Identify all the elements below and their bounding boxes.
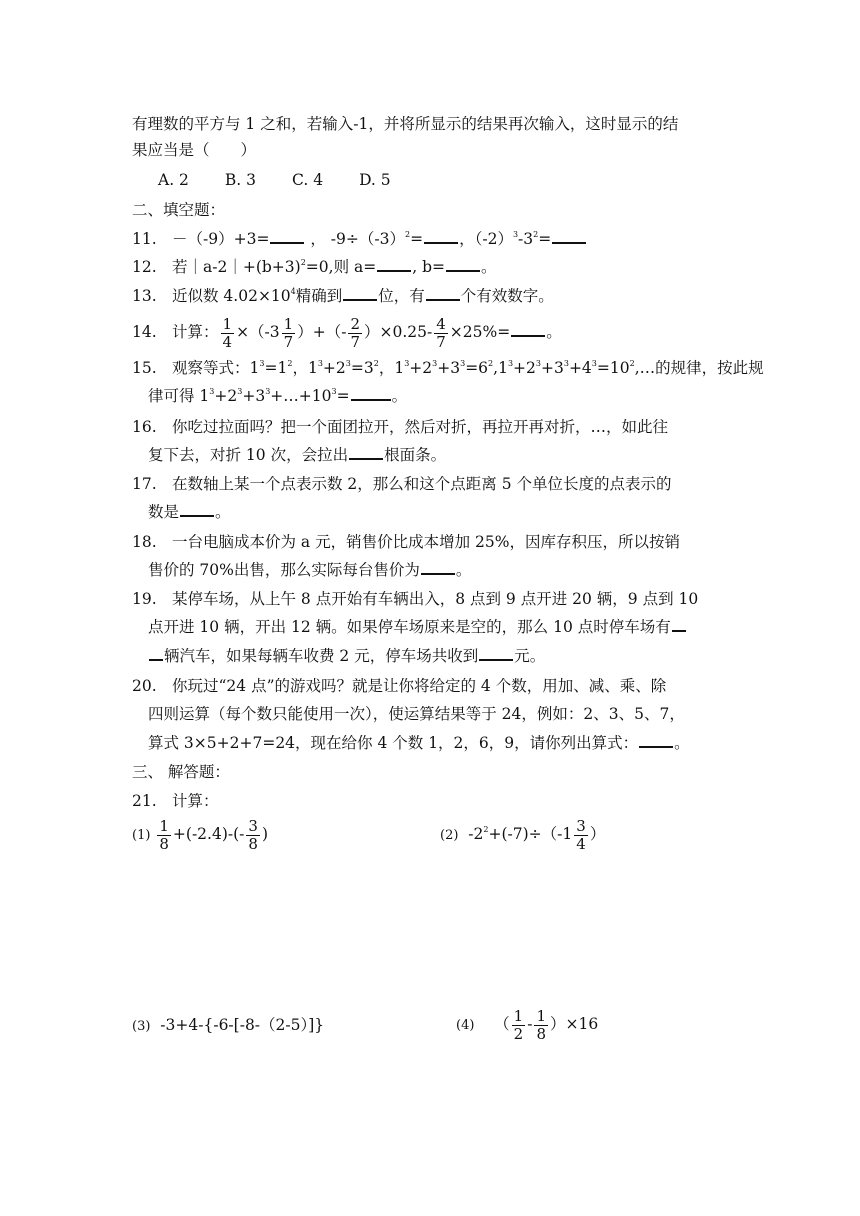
q14-text-2: ）+（-: [297, 323, 347, 341]
question-20-line2: 四则运算（每个数只能使用一次），使运算结果等于 24，例如：2、3、5、7，: [148, 705, 685, 723]
exponent: 3: [331, 387, 337, 396]
problem-1: [132, 814, 268, 856]
q14-text-5: 。: [546, 323, 562, 341]
exponent: 4: [290, 287, 296, 296]
q20-text: 你玩过“24 点”的游戏吗？就是让你将给定的 4 个数，用加、减、乘、除: [172, 677, 667, 695]
denominator: 4: [576, 834, 586, 853]
denominator: 8: [159, 834, 169, 853]
answer-blank: [377, 256, 411, 272]
question-17-line2: [148, 501, 231, 523]
q17-text: 。: [215, 503, 231, 521]
denominator: 4: [222, 332, 233, 351]
question-number: 19.: [132, 590, 157, 608]
p2-text: -2: [468, 825, 484, 843]
fraction: [246, 818, 260, 853]
exponent: 3: [265, 387, 271, 396]
numerator: 1: [536, 1006, 546, 1025]
question-number: 16.: [132, 418, 157, 436]
question-15-line2: [148, 385, 407, 407]
exponent: 2: [533, 230, 539, 239]
question-13: [132, 285, 554, 307]
fraction: [221, 316, 235, 351]
question-11: [132, 228, 587, 250]
answer-blank: [270, 228, 304, 244]
answer-blank: [351, 385, 391, 401]
exponent: 3: [460, 359, 466, 368]
exponent: 3: [259, 359, 265, 368]
question-number: 17.: [132, 475, 157, 493]
exponent: 3: [209, 387, 215, 396]
q15-text: =1: [264, 359, 288, 377]
question-14: [132, 312, 562, 352]
q16-text: 你吃过拉面吗？把一个面团拉开，然后对折，再拉开再对折，…，如此往: [172, 418, 669, 436]
question-15-line1: [132, 357, 764, 379]
problem-label: (4): [456, 1018, 475, 1033]
exponent: 2: [629, 359, 635, 368]
numerator: 4: [436, 314, 446, 333]
section-solve-heading: 三、 解答题：: [132, 763, 230, 781]
p1-text: ): [261, 825, 269, 843]
fraction: [574, 818, 588, 853]
q14-text-3: ）×0.25-: [363, 323, 433, 341]
q15-text: +3: [242, 387, 266, 405]
fraction: [434, 316, 448, 351]
answer-blank: [639, 732, 673, 748]
q19-text: 元。: [514, 647, 546, 665]
p1-text: +(-2.4)-(-: [172, 825, 245, 843]
q15-text: =: [336, 387, 350, 405]
answer-blank: [446, 256, 480, 272]
q20-text: 。: [674, 734, 690, 752]
question-10-line1: 有理数的平方与 1 之和，若输入-1，并将所显示的结果再次输入，这时显示的结: [132, 115, 679, 133]
q15-text: ,1: [493, 359, 508, 377]
question-20-line1: [132, 675, 666, 697]
question-12: [132, 256, 497, 278]
option-c: C. 4: [292, 171, 324, 189]
q14-text-1: ×（-3: [236, 323, 280, 341]
question-number: 14.: [132, 323, 157, 341]
denominator: 2: [513, 1024, 524, 1043]
denominator: 8: [536, 1024, 546, 1043]
answer-blank: [426, 285, 460, 301]
q15-text: 律可得 1: [148, 387, 210, 405]
q12-text-4: 。: [481, 258, 497, 276]
denominator: 8: [248, 834, 258, 853]
section-fill-in-heading: 二、填空题：: [132, 201, 226, 219]
option-d: D. 5: [359, 171, 391, 189]
q12-text-1: 若｜a-2｜+(b+3): [172, 258, 301, 276]
q19-text: 辆汽车，如果每辆车收费 2 元，停车场共收到: [164, 647, 479, 665]
numerator: 2: [350, 314, 360, 333]
q15-text: ,…的规律，按此规: [634, 359, 764, 377]
problem-3: [132, 1014, 324, 1038]
p4-text: ）×16: [550, 1015, 599, 1033]
problem-label: (2): [440, 828, 459, 843]
q11-text-3: =: [410, 230, 424, 248]
q16-text: 复下去，对折 10 次，会拉出: [148, 446, 349, 464]
question-number: 12.: [132, 258, 157, 276]
question-number: 13.: [132, 287, 157, 305]
q13-text-2: 精确到: [295, 287, 343, 305]
q15-text: ，1: [292, 359, 318, 377]
p3-expression: -3+4-{-6-[-8-（2-5）]}: [160, 1016, 325, 1034]
q21-label: 计算：: [172, 792, 219, 810]
q12-text-3: , b=: [412, 258, 445, 276]
problem-label: (3): [132, 1019, 151, 1034]
fraction: [512, 1008, 526, 1043]
answer-blank: [149, 645, 163, 661]
exponent: 2: [300, 258, 306, 267]
answer-blank: [672, 616, 686, 632]
question-18-line1: [132, 531, 680, 553]
q16-text: 根面条。: [384, 446, 447, 464]
exponent: 3: [563, 359, 569, 368]
question-19-line1: [132, 588, 698, 610]
exponent: 2: [405, 230, 411, 239]
q13-text-4: 个有效数字。: [460, 287, 554, 305]
question-10-line2: 果应当是（ ）: [132, 141, 257, 159]
option-b: B. 3: [224, 171, 257, 189]
fraction: [157, 818, 171, 853]
q11-text-2: ， -9÷（-3）: [310, 230, 405, 248]
question-number: 18.: [132, 533, 157, 551]
exponent: 3: [535, 359, 541, 368]
q15-text: 。: [391, 387, 408, 405]
numerator: 1: [513, 1006, 524, 1025]
answer-blank: [343, 285, 377, 301]
p2-text: ）: [589, 825, 606, 843]
q11-text-5: -3: [518, 230, 534, 248]
problem-2: [440, 814, 605, 856]
question-number: 20.: [132, 677, 157, 695]
problem-4: [456, 1004, 598, 1046]
numerator: 3: [248, 816, 258, 835]
answer-blank: [421, 559, 455, 575]
q13-text-1: 近似数 4.02×10: [172, 287, 291, 305]
question-number: 21.: [132, 792, 157, 810]
q15-text: +4: [568, 359, 592, 377]
exponent: 2: [373, 359, 379, 368]
q17-text: 在数轴上某一个点表示数 2，那么和这个点距离 5 个单位长度的点表示的: [172, 475, 672, 493]
exponent: 3: [512, 230, 519, 239]
q14-text-4: ×25%=: [449, 323, 511, 341]
option-a: A. 2: [158, 171, 189, 189]
q19-text: 某停车场，从上午 8 点开始有车辆出入，8 点到 9 点开进 20 辆，9 点到 10: [172, 590, 699, 608]
exponent: 3: [404, 359, 410, 368]
exponent: 2: [287, 359, 293, 368]
q15-text: +…+10: [270, 387, 332, 405]
q20-text: 算式 3×5+2+7=24，现在给你 4 个数 1，2，6，9，请你列出算式：: [148, 734, 639, 752]
q17-text: 数是: [148, 503, 180, 521]
p2-text: +(-7)÷（-1: [488, 825, 573, 843]
q15-text: =3: [350, 359, 374, 377]
q18-text: 售价的 70%出售，那么实际每台售价为: [148, 561, 420, 579]
exponent: 3: [345, 359, 351, 368]
exponent: 3: [591, 359, 597, 368]
p4-text: （: [494, 1015, 510, 1033]
answer-blank: [424, 228, 458, 244]
q13-text-3: 位，有: [378, 287, 425, 305]
q15-text: =6: [465, 359, 489, 377]
q15-text: +3: [437, 359, 461, 377]
q15-label: 观察等式：: [172, 359, 250, 377]
question-20-line3: [148, 732, 690, 754]
question-18-line2: [148, 559, 471, 581]
q15-text: =10: [596, 359, 630, 377]
denominator: 7: [436, 332, 446, 351]
q15-text: +2: [409, 359, 433, 377]
q15-text: 1: [249, 359, 260, 377]
question-number: 15.: [132, 359, 157, 377]
fraction: [282, 316, 296, 351]
answer-blank: [479, 645, 513, 661]
question-21: [132, 790, 219, 812]
question-19-line2: [148, 616, 687, 638]
exponent: 3: [507, 359, 514, 368]
q11-text-6: =: [538, 230, 552, 248]
answer-blank: [552, 228, 586, 244]
q14-label: 计算：: [172, 323, 219, 341]
question-19-line3: [148, 645, 545, 667]
question-10-options: [158, 169, 427, 191]
q15-text: +3: [540, 359, 564, 377]
q15-text: ，1: [378, 359, 405, 377]
p4-text: -: [527, 1015, 533, 1033]
problem-label: (1): [132, 828, 151, 843]
fraction: [348, 316, 362, 351]
denominator: 7: [350, 332, 360, 351]
answer-blank: [511, 321, 545, 337]
numerator: 3: [576, 816, 586, 835]
exponent: 2: [483, 825, 489, 834]
q11-text-1: －（-9）+3=: [172, 230, 270, 248]
question-16-line1: [132, 416, 668, 438]
question-number: 11.: [132, 230, 157, 248]
exponent: 3: [317, 359, 323, 368]
exponent: 3: [237, 387, 243, 396]
q18-text: 一台电脑成本价为 a 元，销售价比成本增加 25%，因库存积压，所以按销: [172, 533, 680, 551]
denominator: 7: [283, 332, 294, 351]
numerator: 1: [222, 314, 233, 333]
q15-equations: [250, 359, 764, 377]
numerator: 1: [283, 314, 294, 333]
question-17-line1: [132, 473, 672, 495]
question-16-line2: [148, 444, 446, 466]
q12-text-2: =0,则 a=: [305, 258, 377, 276]
q15-text: +2: [513, 359, 536, 377]
numerator: 1: [159, 816, 169, 835]
q15-text: +2: [214, 387, 238, 405]
exponent: 2: [488, 359, 494, 368]
answer-blank: [180, 501, 214, 517]
q19-text: 点开进 10 辆，开出 12 辆。如果停车场原来是空的，那么 10 点时停车场有: [148, 618, 671, 636]
q11-text-4: ，（-2）: [459, 230, 513, 248]
q15-text: +2: [322, 359, 346, 377]
q18-text: 。: [455, 561, 472, 579]
fraction: [534, 1008, 548, 1043]
answer-blank: [349, 444, 383, 460]
exponent: 3: [432, 359, 438, 368]
